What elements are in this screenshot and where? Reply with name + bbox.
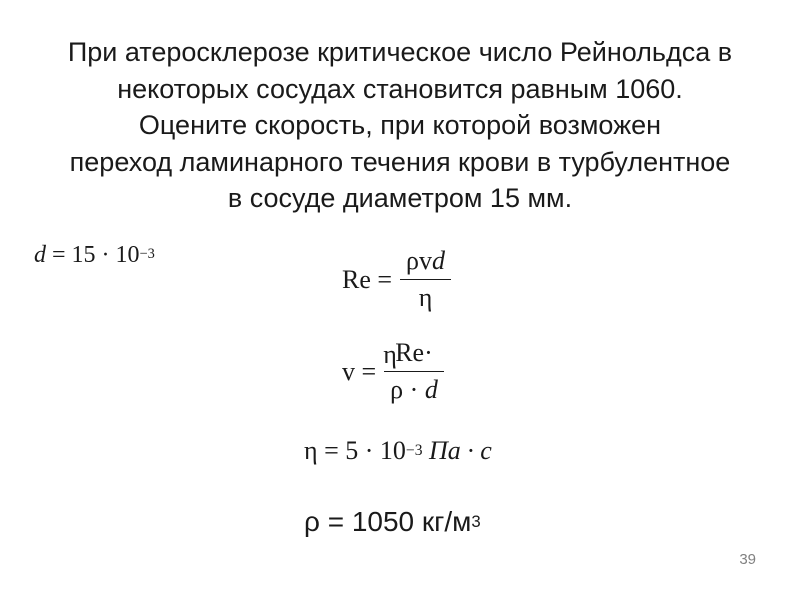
problem-line: в сосуде диаметром 15 мм. <box>227 183 573 213</box>
problem-line: При атеросклерозе критическое число Рейнольдса в <box>67 37 733 67</box>
problem-line: некоторых сосудах становится равным 1060. <box>117 73 683 104</box>
velocity-denominator-text: ρ · <box>390 375 425 405</box>
velocity-numerator-ghost: η <box>383 340 397 369</box>
density-lhs: ρ = 1050 кг/м <box>304 506 472 537</box>
page-number: 39 <box>739 551 756 568</box>
reynolds-formula <box>342 246 451 313</box>
reynolds-numerator <box>400 246 451 276</box>
density-exponent: 3 <box>471 511 481 531</box>
velocity-lhs: v = <box>342 356 377 386</box>
velocity-numerator-text: Re· <box>395 338 433 367</box>
velocity-denominator-var: d <box>424 375 438 405</box>
reynolds-fraction <box>400 246 451 313</box>
viscosity-lhs: η = 5 · 10 <box>304 436 406 465</box>
problem-statement <box>30 34 770 217</box>
viscosity-formula <box>304 436 492 466</box>
fraction-bar <box>384 371 444 373</box>
reynolds-lhs: Re = <box>342 264 393 294</box>
density-formula <box>304 506 481 538</box>
diameter-formula <box>34 242 155 269</box>
viscosity-exponent: −3 <box>405 442 423 460</box>
fraction-bar <box>400 279 451 281</box>
velocity-numerator <box>383 338 439 369</box>
velocity-fraction <box>384 338 444 405</box>
diameter-variable: d <box>34 242 46 268</box>
velocity-formula <box>342 338 444 405</box>
reynolds-numerator-var: d <box>432 246 446 275</box>
problem-line: переход ламинарного течения крови в турбулентное <box>69 146 731 177</box>
viscosity-unit: Па · с <box>422 436 492 465</box>
velocity-denominator <box>384 375 444 405</box>
problem-line: Оцените скорость, при которой возможен <box>138 110 662 140</box>
diameter-value: = 15 · 10 <box>52 242 140 268</box>
reynolds-numerator-text: ρv <box>406 246 433 275</box>
reynolds-denominator: η <box>418 283 433 313</box>
diameter-exponent: −3 <box>139 246 155 263</box>
